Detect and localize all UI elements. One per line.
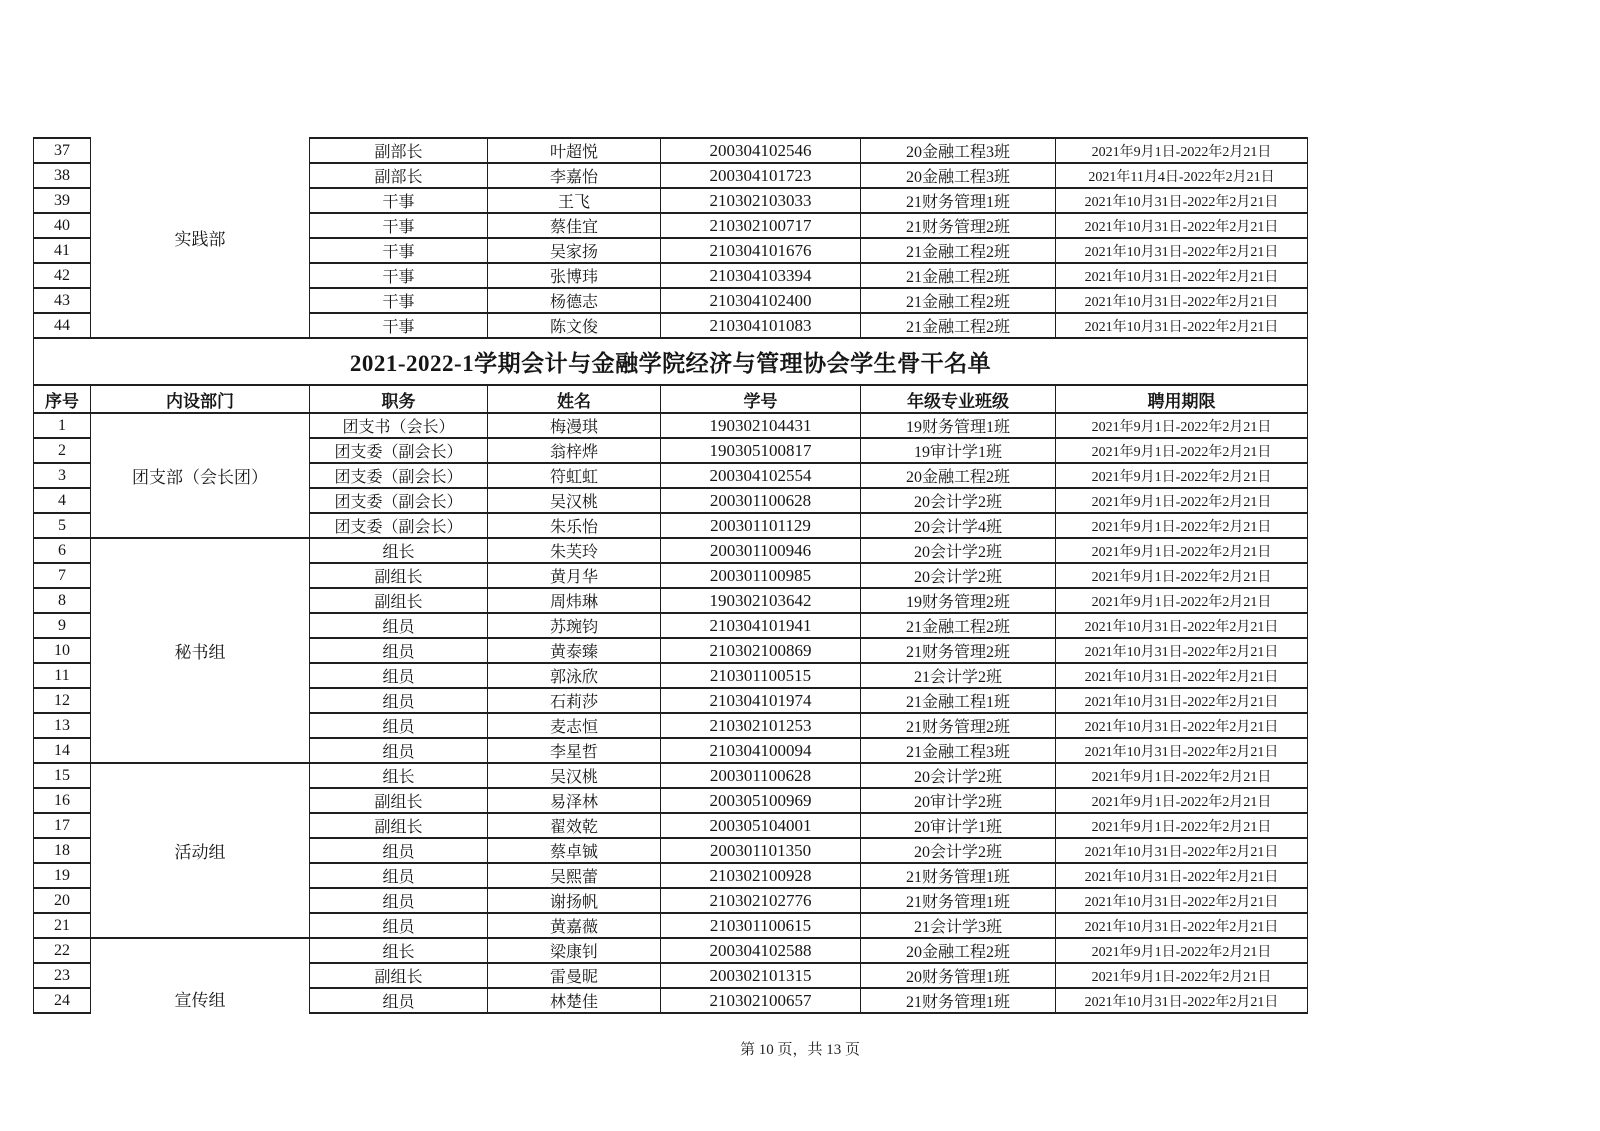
name-cell: 朱芙玲 bbox=[488, 538, 661, 563]
row-number-cell: 38 bbox=[34, 163, 91, 188]
student-id-cell: 190302103642 bbox=[661, 588, 861, 613]
name-cell: 雷曼昵 bbox=[488, 963, 661, 988]
lower-tbody bbox=[34, 413, 1308, 1013]
position-cell: 组员 bbox=[310, 988, 488, 1013]
header-name: 姓名 bbox=[488, 385, 661, 413]
term-cell: 2021年10月31日-2022年2月21日 bbox=[1056, 188, 1308, 213]
row-number-cell: 24 bbox=[34, 988, 91, 1013]
student-id-cell: 210304101676 bbox=[661, 238, 861, 263]
position-cell: 副组长 bbox=[310, 813, 488, 838]
term-cell: 2021年11月4日-2022年2月21日 bbox=[1056, 163, 1308, 188]
row-number-cell: 39 bbox=[34, 188, 91, 213]
position-cell: 干事 bbox=[310, 238, 488, 263]
row-number-cell: 9 bbox=[34, 613, 91, 638]
term-cell: 2021年9月1日-2022年2月21日 bbox=[1056, 538, 1308, 563]
term-cell: 2021年10月31日-2022年2月21日 bbox=[1056, 863, 1308, 888]
class-cell: 21会计学2班 bbox=[861, 663, 1056, 688]
term-cell: 2021年9月1日-2022年2月21日 bbox=[1056, 963, 1308, 988]
row-number-cell: 7 bbox=[34, 563, 91, 588]
term-cell: 2021年10月31日-2022年2月21日 bbox=[1056, 263, 1308, 288]
position-cell: 副组长 bbox=[310, 788, 488, 813]
student-id-cell: 200305100969 bbox=[661, 788, 861, 813]
class-cell: 21金融工程2班 bbox=[861, 313, 1056, 338]
class-cell: 20审计学1班 bbox=[861, 813, 1056, 838]
class-cell: 20会计学2班 bbox=[861, 763, 1056, 788]
name-cell: 李星哲 bbox=[488, 738, 661, 763]
position-cell: 组长 bbox=[310, 538, 488, 563]
term-cell: 2021年9月1日-2022年2月21日 bbox=[1056, 563, 1308, 588]
term-cell: 2021年9月1日-2022年2月21日 bbox=[1056, 588, 1308, 613]
term-cell: 2021年9月1日-2022年2月21日 bbox=[1056, 513, 1308, 538]
term-cell: 2021年10月31日-2022年2月21日 bbox=[1056, 738, 1308, 763]
class-cell: 21金融工程2班 bbox=[861, 263, 1056, 288]
name-cell: 梁康钊 bbox=[488, 938, 661, 963]
term-cell: 2021年10月31日-2022年2月21日 bbox=[1056, 663, 1308, 688]
name-cell: 麦志恒 bbox=[488, 713, 661, 738]
position-cell: 组员 bbox=[310, 888, 488, 913]
table-row bbox=[34, 138, 1308, 163]
name-cell: 蔡佳宜 bbox=[488, 213, 661, 238]
department-cell: 实践部 bbox=[91, 138, 310, 338]
student-id-cell: 210301100515 bbox=[661, 663, 861, 688]
student-id-cell: 200301101129 bbox=[661, 513, 861, 538]
student-id-cell: 200305104001 bbox=[661, 813, 861, 838]
row-number-cell: 21 bbox=[34, 913, 91, 938]
header-term: 聘用期限 bbox=[1056, 385, 1308, 413]
term-cell: 2021年10月31日-2022年2月21日 bbox=[1056, 313, 1308, 338]
term-cell: 2021年10月31日-2022年2月21日 bbox=[1056, 913, 1308, 938]
term-cell: 2021年10月31日-2022年2月21日 bbox=[1056, 688, 1308, 713]
student-id-cell: 190305100817 bbox=[661, 438, 861, 463]
table-title-row bbox=[34, 338, 1308, 385]
header-seq: 序号 bbox=[34, 385, 91, 413]
title-tbody bbox=[34, 338, 1308, 413]
name-cell: 黄嘉薇 bbox=[488, 913, 661, 938]
name-cell: 周炜琳 bbox=[488, 588, 661, 613]
class-cell: 21财务管理1班 bbox=[861, 988, 1056, 1013]
class-cell: 21财务管理1班 bbox=[861, 188, 1056, 213]
term-cell: 2021年10月31日-2022年2月21日 bbox=[1056, 988, 1308, 1013]
position-cell: 团支委（副会长） bbox=[310, 463, 488, 488]
term-cell: 2021年9月1日-2022年2月21日 bbox=[1056, 488, 1308, 513]
term-cell: 2021年10月31日-2022年2月21日 bbox=[1056, 713, 1308, 738]
position-cell: 副部长 bbox=[310, 138, 488, 163]
name-cell: 符虹虹 bbox=[488, 463, 661, 488]
position-cell: 干事 bbox=[310, 213, 488, 238]
term-cell: 2021年9月1日-2022年2月21日 bbox=[1056, 813, 1308, 838]
row-number-cell: 10 bbox=[34, 638, 91, 663]
department-cell: 秘书组 bbox=[91, 538, 310, 763]
student-id-cell: 200304102588 bbox=[661, 938, 861, 963]
row-number-cell: 44 bbox=[34, 313, 91, 338]
row-number-cell: 43 bbox=[34, 288, 91, 313]
term-cell: 2021年10月31日-2022年2月21日 bbox=[1056, 238, 1308, 263]
position-cell: 组员 bbox=[310, 713, 488, 738]
position-cell: 组员 bbox=[310, 638, 488, 663]
term-cell: 2021年9月1日-2022年2月21日 bbox=[1056, 138, 1308, 163]
name-cell: 谢扬帆 bbox=[488, 888, 661, 913]
class-cell: 21金融工程1班 bbox=[861, 688, 1056, 713]
position-cell: 组员 bbox=[310, 738, 488, 763]
position-cell: 干事 bbox=[310, 288, 488, 313]
term-cell: 2021年10月31日-2022年2月21日 bbox=[1056, 213, 1308, 238]
class-cell: 21金融工程2班 bbox=[861, 613, 1056, 638]
row-number-cell: 37 bbox=[34, 138, 91, 163]
class-cell: 19审计学1班 bbox=[861, 438, 1056, 463]
name-cell: 吴家扬 bbox=[488, 238, 661, 263]
row-number-cell: 17 bbox=[34, 813, 91, 838]
row-number-cell: 6 bbox=[34, 538, 91, 563]
class-cell: 21会计学3班 bbox=[861, 913, 1056, 938]
table-title: 2021-2022-1学期会计与金融学院经济与管理协会学生骨干名单 bbox=[34, 338, 1308, 385]
position-cell: 组长 bbox=[310, 938, 488, 963]
student-id-cell: 210302100657 bbox=[661, 988, 861, 1013]
row-number-cell: 14 bbox=[34, 738, 91, 763]
position-cell: 干事 bbox=[310, 313, 488, 338]
class-cell: 20会计学2班 bbox=[861, 488, 1056, 513]
student-id-cell: 210302103033 bbox=[661, 188, 861, 213]
name-cell: 黄泰臻 bbox=[488, 638, 661, 663]
department-cell: 活动组 bbox=[91, 763, 310, 938]
row-number-cell: 19 bbox=[34, 863, 91, 888]
student-id-cell: 200301100628 bbox=[661, 488, 861, 513]
position-cell: 副组长 bbox=[310, 588, 488, 613]
row-number-cell: 16 bbox=[34, 788, 91, 813]
row-number-cell: 22 bbox=[34, 938, 91, 963]
row-number-cell: 1 bbox=[34, 413, 91, 438]
student-id-cell: 210304101974 bbox=[661, 688, 861, 713]
student-id-cell: 210302101253 bbox=[661, 713, 861, 738]
name-cell: 郭泳欣 bbox=[488, 663, 661, 688]
position-cell: 组员 bbox=[310, 613, 488, 638]
term-cell: 2021年10月31日-2022年2月21日 bbox=[1056, 638, 1308, 663]
name-cell: 黄月华 bbox=[488, 563, 661, 588]
term-cell: 2021年10月31日-2022年2月21日 bbox=[1056, 838, 1308, 863]
class-cell: 21金融工程2班 bbox=[861, 288, 1056, 313]
name-cell: 翟效乾 bbox=[488, 813, 661, 838]
position-cell: 副组长 bbox=[310, 963, 488, 988]
position-cell: 团支委（副会长） bbox=[310, 438, 488, 463]
row-number-cell: 20 bbox=[34, 888, 91, 913]
student-id-cell: 200301100628 bbox=[661, 763, 861, 788]
term-cell: 2021年9月1日-2022年2月21日 bbox=[1056, 788, 1308, 813]
page-number-footer: 第 10 页，共 13 页 bbox=[739, 1042, 860, 1058]
term-cell: 2021年9月1日-2022年2月21日 bbox=[1056, 438, 1308, 463]
student-id-cell: 200304102554 bbox=[661, 463, 861, 488]
name-cell: 蔡卓铖 bbox=[488, 838, 661, 863]
table-row bbox=[34, 763, 1308, 788]
table-row bbox=[34, 538, 1308, 563]
name-cell: 叶超悦 bbox=[488, 138, 661, 163]
header-id: 学号 bbox=[661, 385, 861, 413]
header-class: 年级专业班级 bbox=[861, 385, 1056, 413]
student-id-cell: 200301100946 bbox=[661, 538, 861, 563]
row-number-cell: 3 bbox=[34, 463, 91, 488]
row-number-cell: 42 bbox=[34, 263, 91, 288]
student-id-cell: 210302100717 bbox=[661, 213, 861, 238]
term-cell: 2021年9月1日-2022年2月21日 bbox=[1056, 413, 1308, 438]
term-cell: 2021年9月1日-2022年2月21日 bbox=[1056, 763, 1308, 788]
student-id-cell: 210302100869 bbox=[661, 638, 861, 663]
class-cell: 20会计学2班 bbox=[861, 838, 1056, 863]
class-cell: 20审计学2班 bbox=[861, 788, 1056, 813]
term-cell: 2021年9月1日-2022年2月21日 bbox=[1056, 938, 1308, 963]
student-id-cell: 200304101723 bbox=[661, 163, 861, 188]
name-cell: 朱乐怡 bbox=[488, 513, 661, 538]
student-id-cell: 200302101315 bbox=[661, 963, 861, 988]
name-cell: 吴汉桃 bbox=[488, 488, 661, 513]
name-cell: 翁梓烨 bbox=[488, 438, 661, 463]
position-cell: 团支委（副会长） bbox=[310, 488, 488, 513]
term-cell: 2021年10月31日-2022年2月21日 bbox=[1056, 613, 1308, 638]
row-number-cell: 18 bbox=[34, 838, 91, 863]
term-cell: 2021年9月1日-2022年2月21日 bbox=[1056, 463, 1308, 488]
student-id-cell: 210302102776 bbox=[661, 888, 861, 913]
class-cell: 21财务管理2班 bbox=[861, 713, 1056, 738]
class-cell: 21财务管理1班 bbox=[861, 863, 1056, 888]
row-number-cell: 2 bbox=[34, 438, 91, 463]
class-cell: 20金融工程3班 bbox=[861, 138, 1056, 163]
position-cell: 组员 bbox=[310, 913, 488, 938]
name-cell: 李嘉怡 bbox=[488, 163, 661, 188]
header-dept: 内设部门 bbox=[91, 385, 310, 413]
student-id-cell: 210304101083 bbox=[661, 313, 861, 338]
position-cell: 干事 bbox=[310, 263, 488, 288]
class-cell: 21财务管理1班 bbox=[861, 888, 1056, 913]
row-number-cell: 40 bbox=[34, 213, 91, 238]
name-cell: 王飞 bbox=[488, 188, 661, 213]
row-number-cell: 12 bbox=[34, 688, 91, 713]
row-number-cell: 8 bbox=[34, 588, 91, 613]
row-number-cell: 13 bbox=[34, 713, 91, 738]
student-id-cell: 210304103394 bbox=[661, 263, 861, 288]
header-pos: 职务 bbox=[310, 385, 488, 413]
class-cell: 20金融工程2班 bbox=[861, 938, 1056, 963]
term-cell: 2021年10月31日-2022年2月21日 bbox=[1056, 888, 1308, 913]
table-header-row bbox=[34, 385, 1308, 413]
name-cell: 石莉莎 bbox=[488, 688, 661, 713]
department-cell: 团支部（会长团） bbox=[91, 413, 310, 538]
name-cell: 林楚佳 bbox=[488, 988, 661, 1013]
term-cell: 2021年10月31日-2022年2月21日 bbox=[1056, 288, 1308, 313]
class-cell: 20会计学2班 bbox=[861, 563, 1056, 588]
position-cell: 团支委（副会长） bbox=[310, 513, 488, 538]
name-cell: 杨德志 bbox=[488, 288, 661, 313]
student-id-cell: 200304102546 bbox=[661, 138, 861, 163]
position-cell: 副部长 bbox=[310, 163, 488, 188]
department-cell: 宣传组 bbox=[91, 938, 310, 1013]
student-id-cell: 200301100985 bbox=[661, 563, 861, 588]
position-cell: 副组长 bbox=[310, 563, 488, 588]
position-cell: 组员 bbox=[310, 688, 488, 713]
class-cell: 21金融工程3班 bbox=[861, 738, 1056, 763]
position-cell: 组长 bbox=[310, 763, 488, 788]
class-cell: 20财务管理1班 bbox=[861, 963, 1056, 988]
class-cell: 20会计学2班 bbox=[861, 538, 1056, 563]
student-id-cell: 210302100928 bbox=[661, 863, 861, 888]
name-cell: 苏琬钧 bbox=[488, 613, 661, 638]
row-number-cell: 41 bbox=[34, 238, 91, 263]
row-number-cell: 5 bbox=[34, 513, 91, 538]
class-cell: 20金融工程2班 bbox=[861, 463, 1056, 488]
name-cell: 张博玮 bbox=[488, 263, 661, 288]
class-cell: 20金融工程3班 bbox=[861, 163, 1056, 188]
position-cell: 干事 bbox=[310, 188, 488, 213]
position-cell: 团支书（会长） bbox=[310, 413, 488, 438]
position-cell: 组员 bbox=[310, 838, 488, 863]
name-cell: 吴汉桃 bbox=[488, 763, 661, 788]
class-cell: 20会计学4班 bbox=[861, 513, 1056, 538]
row-number-cell: 15 bbox=[34, 763, 91, 788]
name-cell: 陈文俊 bbox=[488, 313, 661, 338]
class-cell: 21财务管理2班 bbox=[861, 213, 1056, 238]
roster-table bbox=[33, 137, 1308, 1014]
upper-tbody bbox=[34, 138, 1308, 338]
student-id-cell: 190302104431 bbox=[661, 413, 861, 438]
student-id-cell: 210304101941 bbox=[661, 613, 861, 638]
position-cell: 组员 bbox=[310, 863, 488, 888]
name-cell: 梅漫琪 bbox=[488, 413, 661, 438]
student-id-cell: 200301101350 bbox=[661, 838, 861, 863]
class-cell: 19财务管理1班 bbox=[861, 413, 1056, 438]
table-row bbox=[34, 938, 1308, 963]
class-cell: 21金融工程2班 bbox=[861, 238, 1056, 263]
row-number-cell: 4 bbox=[34, 488, 91, 513]
position-cell: 组员 bbox=[310, 663, 488, 688]
name-cell: 易泽林 bbox=[488, 788, 661, 813]
row-number-cell: 23 bbox=[34, 963, 91, 988]
table-row bbox=[34, 413, 1308, 438]
class-cell: 19财务管理2班 bbox=[861, 588, 1056, 613]
name-cell: 吴熙蕾 bbox=[488, 863, 661, 888]
row-number-cell: 11 bbox=[34, 663, 91, 688]
class-cell: 21财务管理2班 bbox=[861, 638, 1056, 663]
student-id-cell: 210304100094 bbox=[661, 738, 861, 763]
student-id-cell: 210301100615 bbox=[661, 913, 861, 938]
student-id-cell: 210304102400 bbox=[661, 288, 861, 313]
